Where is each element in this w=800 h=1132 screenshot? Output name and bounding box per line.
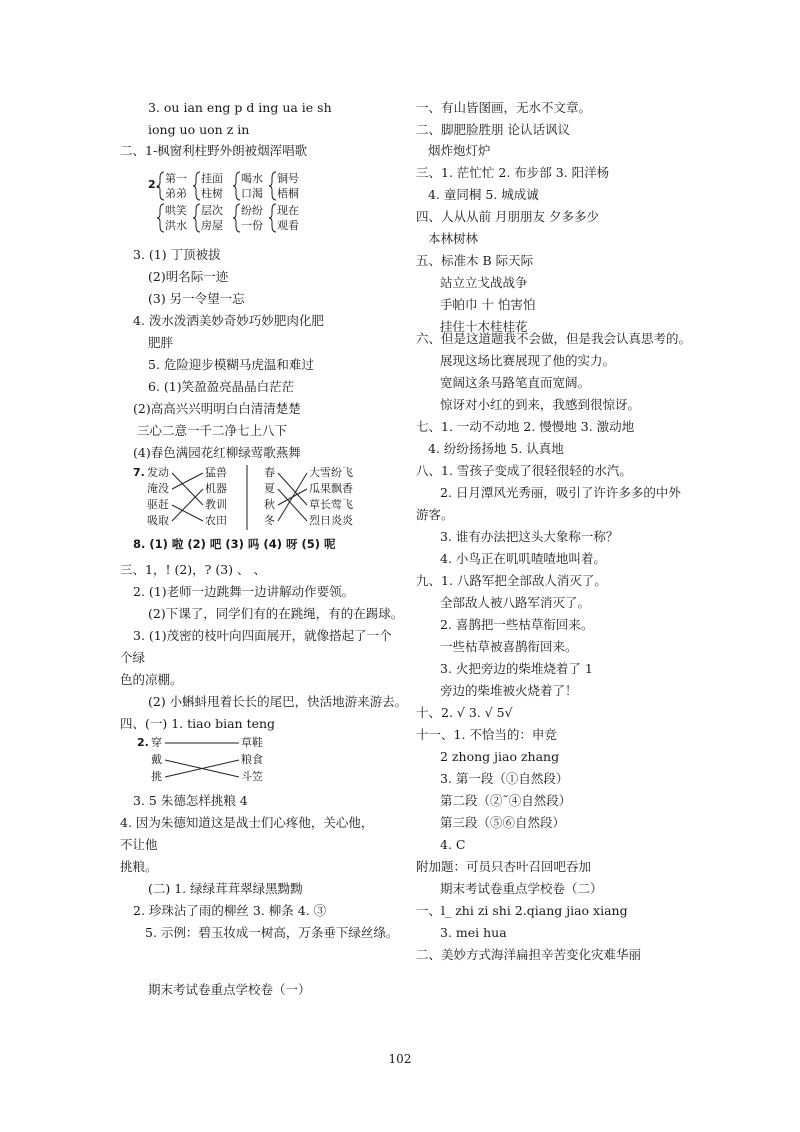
word: 柱树	[201, 187, 223, 200]
line: 3. mei hua	[440, 925, 507, 940]
line: 4. 泼水泼洒美妙奇妙巧妙肥肉化肥	[133, 313, 324, 328]
word: 吸取	[147, 514, 169, 527]
section-title: 期末考试卷重点学校卷（一）	[148, 982, 311, 997]
line: (2)明名际一迹	[148, 269, 229, 284]
word: 一份	[241, 219, 263, 232]
line: 3. 火把旁边的柴堆烧着了 1	[440, 661, 593, 676]
word: 机器	[205, 482, 227, 495]
word: 农田	[205, 514, 227, 527]
line: 第二段（②˜④自然段）	[440, 793, 572, 808]
connector-lines	[137, 734, 287, 786]
word: 口渴	[241, 187, 263, 200]
word: 斗笠	[241, 770, 263, 783]
word: 挂面	[201, 172, 223, 185]
line: 色的凉棚。	[120, 672, 183, 687]
line: 5. 示例：碧玉妆成一树高，万条垂下绿丝绦。	[145, 925, 399, 940]
line: 4. C	[440, 837, 466, 852]
word: 房屋	[201, 219, 223, 232]
word: 粮食	[241, 753, 263, 766]
word: 教训	[205, 498, 227, 511]
word: 冬	[264, 514, 275, 527]
line: 4. 因为朱德知道这是战士们心疼他，关心他，	[120, 815, 374, 830]
line: 三、1，! (2)，? (3) 、 、	[120, 562, 266, 577]
word: 发动	[147, 466, 169, 479]
word: 挑	[151, 770, 162, 783]
line: iong uo uon z in	[148, 122, 250, 137]
line: 二、1-枫窗利柱野外朗被烟浑唱歌	[120, 143, 308, 158]
line: 站立立戈战战争	[440, 275, 528, 290]
word: 草长莺飞	[309, 498, 353, 511]
line: 6. (1)笑盈盈亮晶晶白茫茫	[148, 379, 295, 394]
line: 3. 谁有办法把这头大象称一称？	[440, 529, 619, 544]
word: 夏	[264, 482, 275, 495]
word: 烈日炎炎	[309, 514, 353, 527]
line: 本林树林	[428, 231, 479, 246]
word: 现在	[277, 204, 299, 217]
word: 弟弟	[165, 187, 187, 200]
word: 草鞋	[241, 736, 263, 749]
word: 喝水	[241, 172, 263, 185]
line: (2)下课了，同学们有的在跳绳，有的在踢球。	[148, 606, 404, 621]
line: 六、但是这道题我不会做，但是我会认真思考的。	[416, 331, 692, 346]
line: 3. 5 朱德怎样挑粮 4	[133, 793, 248, 808]
line: 4. 小鸟正在叽叽喳喳地叫着。	[440, 551, 606, 566]
line: (2) 小蝌蚪甩着长长的尾巴，快活地游来游去。	[148, 694, 408, 709]
line: 三、1. 茫忙忙 2. 布步部 3. 阳洋杨	[416, 165, 610, 180]
word: 洪水	[165, 219, 187, 232]
word: 哄笑	[165, 204, 187, 217]
line: 肥胖	[148, 335, 174, 350]
word: 第一	[165, 172, 187, 185]
line: 七、1. 一动不动地 2. 慢慢地 3. 激动地	[416, 419, 635, 434]
word: 穿	[151, 736, 162, 749]
line: 5. 危险迎步模糊马虎温和难过	[148, 357, 314, 372]
line: 二、美妙方式海洋扁担辛苦变化灾难华丽	[416, 947, 642, 962]
word: 铜号	[277, 172, 299, 185]
line: 2. (1)老师一边跳舞一边讲解动作要领。	[133, 584, 355, 599]
item-label: 2.	[148, 178, 160, 191]
word: 秋	[264, 498, 275, 511]
line: 一、l_ zhi zi shi 2.qiang jiao xiang	[416, 903, 628, 918]
item-label: 7.	[133, 466, 145, 479]
line: 4. 纷纷扬扬地 5. 认真地	[428, 441, 564, 456]
word: 猛兽	[205, 466, 227, 479]
word: 大雪纷飞	[309, 466, 353, 479]
word: 淹没	[147, 482, 169, 495]
word: 瓜果飘香	[309, 482, 353, 495]
line: 3. ou ian eng p d ing ua ie sh	[148, 100, 332, 115]
line: 游客。	[416, 507, 454, 522]
line: 8. (1) 啦 (2) 吧 (3) 吗 (4) 呀 (5) 呢	[133, 537, 336, 551]
line: 4. 童同桐 5. 城成诚	[428, 187, 539, 202]
line: 附加题：可员只杏叶召回吧吞加	[416, 859, 592, 874]
line: 一些枯草被喜鹊衔回来。	[440, 639, 578, 654]
line: 2 zhong jiao zhang	[440, 749, 560, 764]
line: 第三段（⑤⑥自然段）	[440, 815, 566, 830]
line: 惊讶对小红的到来，我感到很惊讶。	[440, 397, 641, 412]
word-bracket-grid	[148, 170, 308, 234]
line: 3. 第一段（①自然段）	[440, 771, 569, 786]
item-label: 2.	[137, 736, 149, 749]
line: 3. (1) 丁顶被拔	[133, 247, 221, 262]
line: 2. 日月潭风光秀丽，吸引了许许多多的中外	[440, 485, 681, 500]
line: (2)高高兴兴明明白白清清楚楚	[133, 401, 301, 416]
word: 观看	[277, 219, 299, 232]
line: (4)春色满园花红柳绿莺歌燕舞	[133, 445, 301, 460]
word: 梧桐	[277, 187, 299, 200]
line: 挂住十木桂桂花	[440, 319, 528, 334]
line: 旁边的柴堆被火烧着了！	[440, 683, 578, 698]
line: 四、人从从前 月朋朋友 夕多多少	[416, 209, 599, 224]
line: 九、1. 八路军把全部敌人消灭了。	[416, 573, 607, 588]
line: 个绿	[120, 650, 146, 665]
matching-exercise-2	[137, 734, 287, 786]
line: 全部敌人被八路军消灭了。	[440, 595, 591, 610]
matching-exercise	[133, 464, 363, 532]
line: 不让他	[120, 837, 158, 852]
word: 纷纷	[241, 204, 263, 217]
word: 戴	[151, 753, 162, 766]
line: 3. (1)茂密的枝叶向四面展开，就像搭起了一个	[133, 628, 392, 643]
section-title: 期末考试卷重点学校卷（二）	[440, 881, 603, 896]
word: 驱赶	[147, 498, 169, 511]
line: 五、标准木 B 际天际	[416, 253, 534, 268]
line: 展现这场比赛展现了他的实力。	[440, 353, 616, 368]
line: 八、1. 雪孩子变成了很轻很轻的水汽。	[416, 463, 632, 478]
line: 手帕巾 十 怕害怕	[440, 297, 536, 312]
line: 四、(一) 1. tiao bian teng	[120, 716, 276, 731]
line: 挑粮。	[120, 859, 158, 874]
connector-lines	[133, 464, 363, 532]
line: 一、有山皆图画，无水不文章。	[416, 100, 592, 115]
word: 春	[264, 466, 275, 479]
line: 十一、1. 不恰当的：申竞	[416, 727, 557, 742]
line: 2. 珍珠沾了雨的柳丝 3. 柳条 4. ③	[133, 903, 327, 918]
line: 2. 喜鹊把一些枯草衔回来。	[440, 617, 594, 632]
page-number: 102	[388, 1052, 412, 1066]
line: 烟炸炮灯炉	[428, 143, 491, 158]
word: 层次	[201, 204, 223, 217]
line: 二、脚肥脸胜朋 论认话讽议	[416, 122, 570, 137]
line: (二) 1. 绿绿茸茸翠绿黑黝黝	[148, 881, 303, 896]
line: 十、2. √ 3. √ 5√	[416, 705, 513, 720]
line: (3) 另一令望一忘	[148, 291, 245, 306]
line: 宽阔这条马路笔直而宽阔。	[440, 375, 591, 390]
line: 三心二意一千二净七上八下	[137, 423, 288, 438]
